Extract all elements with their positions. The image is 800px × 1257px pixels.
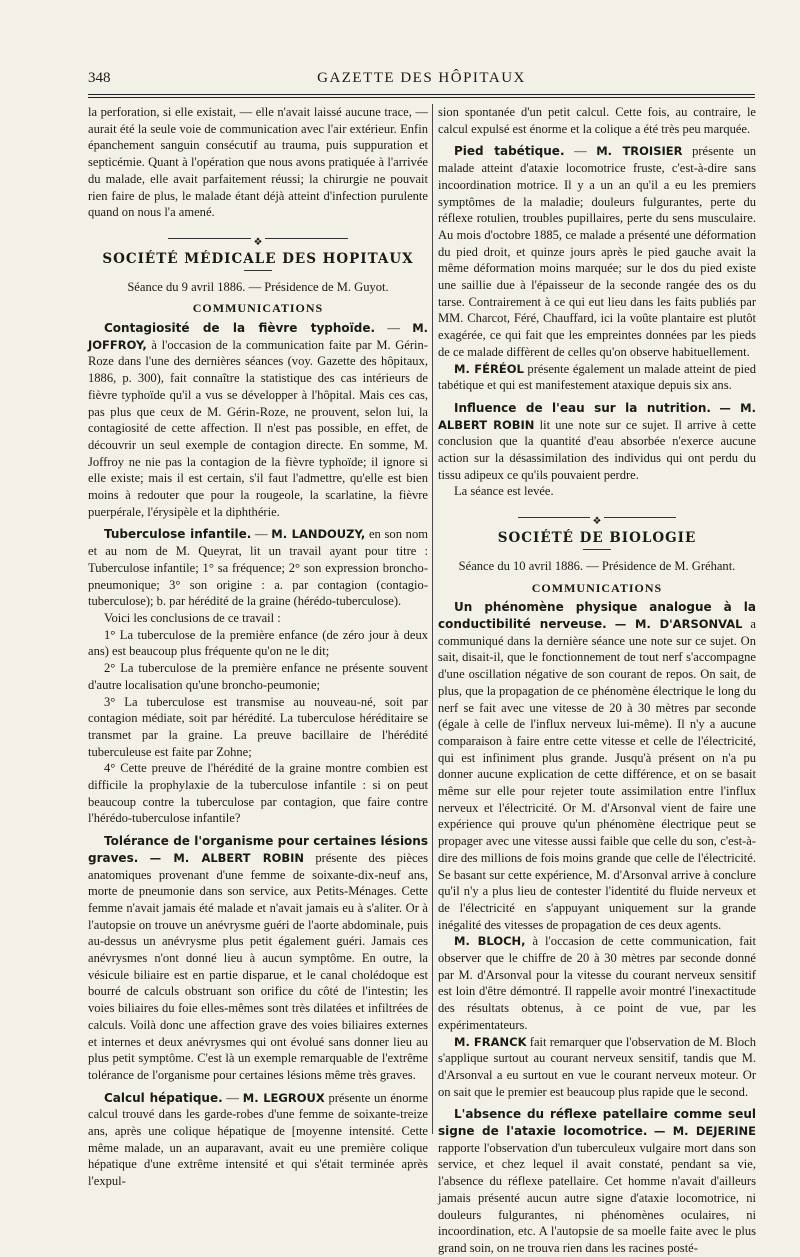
header-rule (88, 94, 755, 95)
author: M. LANDOUZY, (271, 527, 366, 542)
author: — M. ALBERT ROBIN (438, 400, 756, 432)
article-text: fait remarquer que l'observation de M. Bloch s'applique surtout au courant nerveux sensitif, tandis que M. d'Arsonval a eu surtout en vue le courant nerveux moteur. Or on sait que le premier est beaucoup plus rapide que le second. (438, 1034, 756, 1099)
conclusion-2: 2° La tuberculose de la première enfance ne présente souvent d'autre localisation qu'une broncho-peumonie; (88, 661, 428, 692)
seance-line: Séance du 9 avril 1886. — Présidence de M. Guyot. (127, 279, 389, 294)
column-divider (432, 104, 433, 1134)
article-typhoide: Contagiosité de la fièvre typhoïde. — M. JOFFROY, à l'occasion de la communication faite par M. Gérin-Roze dans l'une des dernières séances (voy. Gazette des hôpitaux, 1886, p. 300), fait connaître la statistique des cas intérieurs de fièvre typhoïde qu'il a vus se développer à l'hôpital. Mais ces cas, pas plus que ceux de M. Gérin-Roze, ne prouvent, selon lui, la contagiosité de cette affection. Il n'est pas possible, en effet, de découvrir un seul exemple de contagion directe. En somme, M. Joffroy ne nie pas la contagion de la fièvre typhoïde; il ignore si elle existe; mais il est certain, s'il faut l'admettre, qu'elle est bien moins à redouter que pour la rougeole, la scarlatine, la fièvre puerpérale, l'érysipèle et la diphthérie. (88, 321, 428, 519)
article-title: Influence de l'eau sur la nutrition. (454, 400, 711, 415)
author: M. LEGROUX (242, 1090, 325, 1105)
article-phenomene (438, 599, 756, 933)
seance-line: Séance du 10 avril 1886. — Présidence de M. Gréhant. (458, 558, 736, 573)
article-title: Un phénomène physique analogue à la conductibilité nerveuse. (438, 600, 756, 631)
article-eau (438, 400, 756, 484)
section-title-societe-biologie: SOCIÉTÉ DE BIOLOGIE (497, 530, 697, 547)
seance-levee: La séance est levée. (454, 484, 554, 499)
article-text: à l'occasion de la communication faite par M. Gérin-Roze dans l'une des dernières séances (voy. Gazette des hôpitaux, 1886, p. 300), fait connaître la statistique des cas intérieurs de fièvre typhoïde qu'il a vus se développer à l'hôpital. Mais ces cas, pas plus que ceux de M. Gérin-Roze, ne prouvent, selon lui, la contagiosité de cette affection. Il n'est pas possible, en effet, de découvrir un seul exemple de contagion directe. En somme, M. Joffroy ne nie pas la contagion de la fièvre typhoïde; il ignore si elle existe; mais il est certain, s'il faut l'admettre, qu'elle est bien moins à redouter que pour la rougeole, la scarlatine, la fièvre puerpérale, l'érysipèle et la diphthérie. (88, 337, 428, 519)
author: — M. ALBERT ROBIN (149, 850, 305, 865)
article-title: L'absence du réflexe patellaire comme seul signe de l'ataxie locomotrice. (438, 1107, 756, 1139)
page-number: 348 (88, 70, 111, 86)
right-column (438, 104, 756, 1257)
article-calcul: Calcul hépatique. — M. LEGROUX présente un énorme calcul trouvé dans les garde-robes d'une femme de soixante-treize ans, après une colique hépatique de [moyenne intensité. Cette même malade, un an auparavant, avait eu une première colique hépatique d'une extrême intensité et qui s'était terminée après l'expul- (88, 1090, 428, 1189)
paragraph-continuation: sion spontanée d'un petit calcul. Cette fois, au contraire, le calcul expulsé est énorme et la colique a été très peu marquée. (438, 105, 756, 136)
section-title-societe-medicale: SOCIÉTÉ MÉDICALE DES HOPITAUX (102, 250, 414, 267)
author: M. FÉRÉOL (454, 361, 524, 376)
short-rule (583, 549, 611, 550)
article-reflexe (438, 1106, 756, 1256)
article-franck (438, 1034, 756, 1101)
conclusions-intro: Voici les conclusions de ce travail : (104, 610, 281, 625)
article-text: présente des pièces anatomiques provenant d'une femme de soixante-dix-neuf ans, morte de pneumonie dans son service, aux Petits-Ménages. Cette femme n'avait jamais été malade et n'avait jamais eu à s'aliter. Or à l'autopsie on trouve un anévrysme guéri de l'aorte abdominale, puis au-dessus un anévrysme plus petit également guéri. Jamais ces anévrysmes n'ont donné lieu à aucun symptôme. En outre, la vésicule biliaire est en partie disparue, et le canal cholédoque est bourré de calculs obstruant son orifice du côté de l'intestin; les voies biliaires du foie elles-mêmes sont très dilatées et infiltrées de calculs. Voilà donc une affection grave des voies biliaires externes et internes et deux anévrysmes qui ont évolué sans donner lieu au plus petit symptôme. C'est là un exemple remarquable de l'extrême tolérance de l'organisme pour certaines lésions même très graves. (88, 850, 428, 1082)
author: M. FRANCK (454, 1034, 527, 1049)
author: M. TROISIER (596, 144, 683, 159)
short-rule (244, 270, 272, 271)
article-text: rapporte l'observation d'un tuberculeux vulgaire mort dans son service, et chez lequel il avait constaté, pendant sa vie, l'absence du réflexe patellaire. Cet homme n'avait d'ailleurs jamais présenté aucun autre signe d'ataxie locomotrice, ni douleurs fulgurantes, ni phénomènes oculaires, ni incoordination, etc. A l'autopsie de sa moelle faite avec le plus grand soin, on ne trouva rien dans les racines posté- (438, 1140, 756, 1255)
author: M. BLOCH, (454, 934, 526, 949)
author: — M. D'ARSONVAL (614, 616, 743, 631)
ornament-divider: ❖ (438, 512, 756, 522)
article-title: Tolérance de l'organisme pour certaines lésions graves. (88, 834, 428, 865)
author: — M. DEJERINE (653, 1124, 757, 1139)
article-fereol (438, 361, 756, 394)
author: M. JOFFROY, (88, 321, 428, 352)
left-column (88, 104, 428, 1190)
paragraph-intro: la perforation, si elle existait, — elle n'avait laissé aucune trace, — aurait été la seule voie de communication avec l'air extérieur. Enfin épanchement sanguin consécutif au trauma, puis suppuration et septicémie. Quant à l'opération que nous avons pratiquée à l'arrivée du malade, elle avait parfaitement réussi; la chirurgie ne pouvait rien faire de plus, le malade étant déjà atteint d'infection purulente quand on nous l'a amené. (88, 105, 428, 220)
communications-heading: COMMUNICATIONS (531, 580, 663, 595)
article-text: a communiqué dans la dernière séance une note sur ce sujet. On sait, disait-il, que le fonctionnement de tout nerf s'accompagne d'une oscillation négative de son courant de repos. On sait, de plus, que la propagation de ce phénomène électrique le long du nerf se fait avec une vitesse de 20 à 30 mètres par seconde (égale à celle de l'influx nerveux lui-même). Il n'y a aucune comparaison à faire entre cette vitesse et celle de l'électricité, qui est infiniment plus grande. Jusqu'à présent on n'a pu donner aucune explication de cette différence, et on se basait même sur elle pour rejeter toute assimilation entre l'influx nerveux et l'électricité. Or M. d'Arsonval vient de faire une expérience qui prouve qu'un phénomène électrique peut se propager avec une vitesse aussi faible que celle du son, c'est-à-dire des millions de fois moins grande que celle de l'électricité. Se basant sur cette expérience, M. d'Arsonval arrive à conclure qu'il n'y a plus lieu de contester l'identité du fluide nerveux et de l'électricité en s'appuyant uniquement sur la grande inégalité des vitesses de propagation de ces deux agents. (438, 616, 756, 932)
article-tuberculose: Tuberculose infantile. — M. LANDOUZY, en son nom et au nom de M. Queyrat, lit un travail ayant pour titre : Tuberculose infantile; 1° sa fréquence; 2° son expression broncho-pneumonique; 3° son origine : a. par contagion (contagio-tuberculose); b. par hérédité de la graine (hérédo-tuberculose). (88, 527, 428, 609)
article-title: Tuberculose infantile. (104, 527, 252, 542)
article-title: Contagiosité de la fièvre typhoïde. (104, 321, 376, 336)
article-pied-tabetique: Pied tabétique. — M. TROISIER présente un malade atteint d'ataxie locomotrice fruste, c'est-à-dire sans incoordination motrice. Il y a un an qu'il a eu les premiers symptômes de la maladie; douleurs fulgurantes, perte du réflexe rotulien, troubles pupillaires, perte du sens musculaire. Au mois d'octobre 1885, ce malade a présenté une déformation du pied droit, et quinze jours après le pied gauche avait la même déformation moins marquée; sur le dos du pied existe une saillie due à l'épaisseur de la seconde rangée des os du tarse. Contrairement à ce qui eut lieu dans les faits publiés par MM. Charcot, Féré, Chauffard, ici la voûte plantaire est plutôt exagérée, ce qui fait que les empreintes données par les pieds de ce malade diffèrent de celles qu'on observe habituellement. (438, 144, 757, 359)
article-text: présente un malade atteint d'ataxie locomotrice fruste, c'est-à-dire sans incoordination motrice. Il y a un an qu'il a eu les premiers symptômes de la maladie; douleurs fulgurantes, perte du réflexe rotulien, troubles pupillaires, perte du sens musculaire. Au mois d'octobre 1885, ce malade a présenté une déformation du pied droit, et quinze jours après le pied gauche avait la même déformation moins marquée; sur le dos du pied existe une saillie due à l'épaisseur de la seconde rangée des os du tarse. Contrairement à ce qui eut lieu dans les faits publiés par MM. Charcot, Féré, Chauffard, ici la voûte plantaire est plutôt exagérée, ce qui fait que les empreintes données par les pieds de ce malade diffèrent de celles qu'on observe habituellement. (438, 144, 757, 359)
article-text: présente un énorme calcul trouvé dans les garde-robes d'une femme de soixante-treize ans, après une colique hépatique de [moyenne intensité. Cette même malade, un an auparavant, avait eu une première colique hépatique d'une extrême intensité et qui s'était terminée après l'expul- (88, 1090, 428, 1189)
article-text: présente également un malade atteint de pied tabétique et qui est manifestement ataxique depuis six ans. (438, 361, 757, 393)
article-title: Pied tabétique. (454, 144, 565, 159)
article-bloch (438, 933, 756, 1033)
conclusion-4: 4° Cette preuve de l'hérédité de la graine montre combien est difficile la prophylaxie de la tuberculose infantile : si on peut beaucoup contre la tuberculose par contagion, que faire contre l'hérédo-tuberculose infantile? (88, 761, 428, 826)
article-text: en son nom et au nom de M. Queyrat, lit un travail ayant pour titre : Tuberculose infantile; 1° sa fréquence; 2° son expression broncho-pneumonique; 3° son origine : a. par contagion (contagio-tuberculose); b. par hérédité de la graine (hérédo-tuberculose). (88, 527, 428, 609)
page-header (88, 70, 755, 94)
article-text: à l'occasion de cette communication, fait observer que le chiffre de 20 à 30 mètres par seconde donné par M. d'Arsonval pour la vitesse du courant nerveux sensitif est loin d'être démontré. Il rappelle avoir montré l'inexactitude des résultats obtenus, à ce point de vue, par les expérimentateurs. (438, 934, 756, 1032)
article-tolerance (88, 833, 428, 1084)
article-text: lit une note sur ce sujet. Il arrive à cette conclusion que la quantité d'eau absorbée n'exerce aucune action sur la désassimilation des individus qui ont perdu du tissu adipeux ce qu'ils pouvaient perdre. (438, 417, 757, 482)
conclusion-1: 1° La tuberculose de la première enfance (de zéro jour à deux ans) est beaucoup plus fréquente qu'on ne le dit; (88, 627, 428, 659)
running-title: GAZETTE DES HÔPITAUX (317, 70, 526, 86)
conclusion-3: 3° La tuberculose est transmise au nouveau-né, soit par contagion médiate, soit par hérédité. La tuberculose héréditaire se transmet par la graine. La preuve bacillaire de l'hérédité tuberculeuse est faite par Zohne; (88, 694, 428, 759)
ornament-divider: ❖ (88, 233, 428, 243)
article-title: Calcul hépatique. (104, 1090, 223, 1105)
communications-heading: COMMUNICATIONS (192, 301, 324, 316)
header-rule-thin (88, 97, 755, 98)
